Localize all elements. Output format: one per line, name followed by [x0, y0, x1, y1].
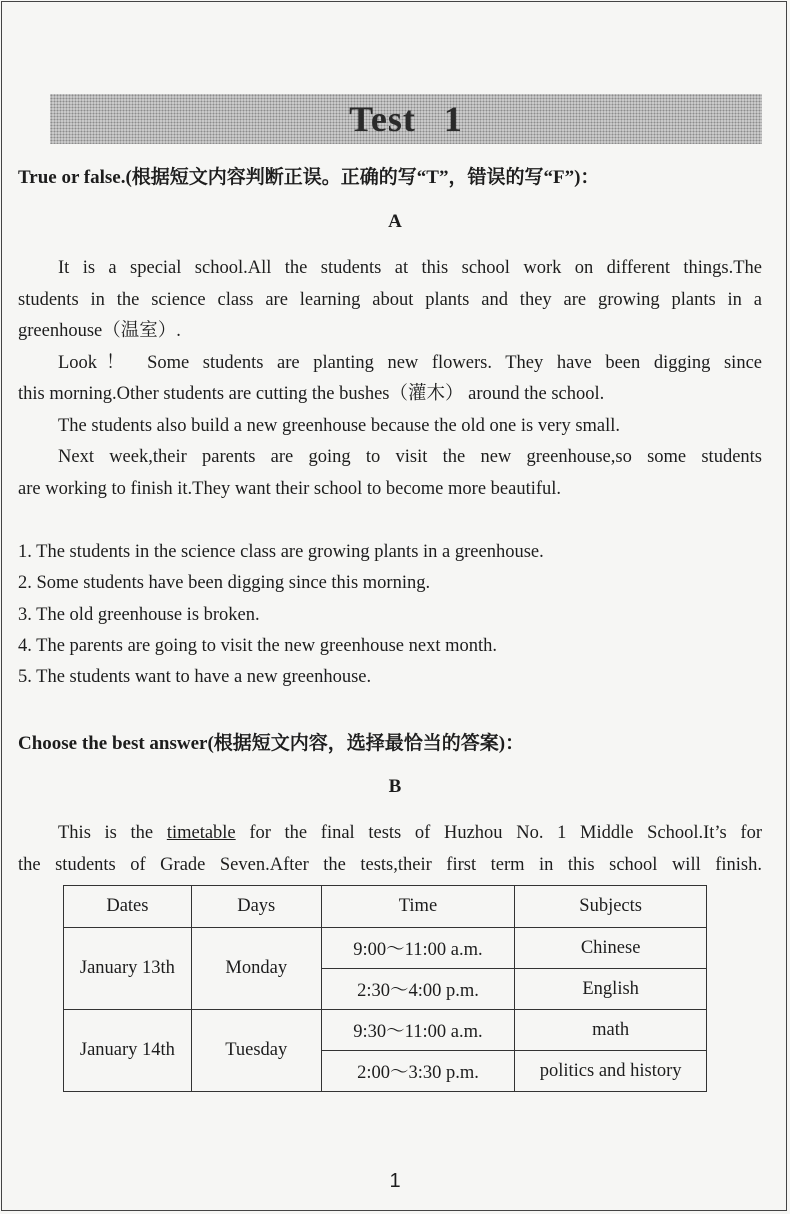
list-item: 4. The parents are going to visit the new greenhouse next month.: [18, 635, 498, 656]
subject-cell: politics and history: [515, 1051, 707, 1092]
column-header: Dates: [64, 886, 192, 928]
list-item: 5. The students want to have a new greenhouse.: [18, 667, 372, 688]
passage-line: this morning.Other students are cutting the bushes（灌木） around the school.: [18, 384, 605, 404]
passage-line: It is a special school.All the students at this school work on different things.The: [58, 258, 762, 278]
list-item: 3. The old greenhouse is broken.: [18, 604, 260, 625]
passage-line: students in the science class are learning about plants and they are growing plants in a: [18, 289, 762, 310]
date-cell: January 14th: [64, 1010, 192, 1092]
subject-cell: math: [515, 1010, 707, 1051]
column-header: Subjects: [515, 886, 707, 928]
page-title: Test 1: [349, 99, 463, 139]
day-cell: Monday: [191, 928, 321, 1010]
passage-line: are working to finish it.They want their school to become more beautiful.: [18, 478, 562, 499]
question-list: [18, 537, 544, 693]
intro-text: for the final tests of Huzhou No. 1 Middle School.It’s for: [235, 823, 762, 843]
table-row: [64, 928, 707, 969]
list-item: 2. Some students have been digging since this morning.: [18, 573, 431, 594]
passage-line: Look！ Some students are planting new flowers. They have been digging since: [58, 352, 762, 373]
timetable: [63, 885, 707, 1092]
passage-line: greenhouse（温室）.: [18, 321, 181, 341]
passage-a: [18, 253, 762, 505]
time-cell: 2:30～4:00 p.m.: [321, 969, 515, 1010]
section-a-instruction: True or false.(根据短文内容判断正误。正确的写“T”，错误的写“F”)：: [18, 167, 600, 188]
column-header: Days: [191, 886, 321, 928]
list-item: 1. The students in the science class are growing plants in a greenhouse.: [18, 542, 544, 562]
time-cell: 9:00～11:00 a.m.: [321, 928, 515, 969]
subject-cell: English: [515, 969, 707, 1010]
intro-text: This is the: [58, 823, 167, 843]
section-b-letter: B: [388, 776, 402, 797]
subject-cell: Chinese: [515, 928, 707, 969]
passage-b: [18, 818, 762, 881]
passage-line: the students of Grade Seven.After the tests,their first term in this school will finish.: [18, 854, 762, 875]
underlined-word: timetable: [166, 823, 236, 843]
table-row: [64, 1010, 707, 1051]
table-header-row: [64, 886, 707, 928]
column-header: Time: [321, 886, 515, 928]
title-band: [50, 94, 762, 144]
passage-line: Next week,their parents are going to visit the new greenhouse,so some students: [58, 447, 762, 467]
passage-line: The students also build a new greenhouse because the old one is very small.: [58, 415, 621, 436]
time-cell: 2:00～3:30 p.m.: [321, 1051, 515, 1092]
page-number: 1: [389, 1170, 401, 1192]
section-a-letter: A: [388, 211, 402, 232]
day-cell: Tuesday: [191, 1010, 321, 1092]
section-b-instruction: Choose the best answer(根据短文内容，选择最恰当的答案)：: [18, 733, 525, 754]
date-cell: January 13th: [64, 928, 192, 1010]
passage-line: [18, 818, 762, 850]
time-cell: 9:30～11:00 a.m.: [321, 1010, 515, 1051]
